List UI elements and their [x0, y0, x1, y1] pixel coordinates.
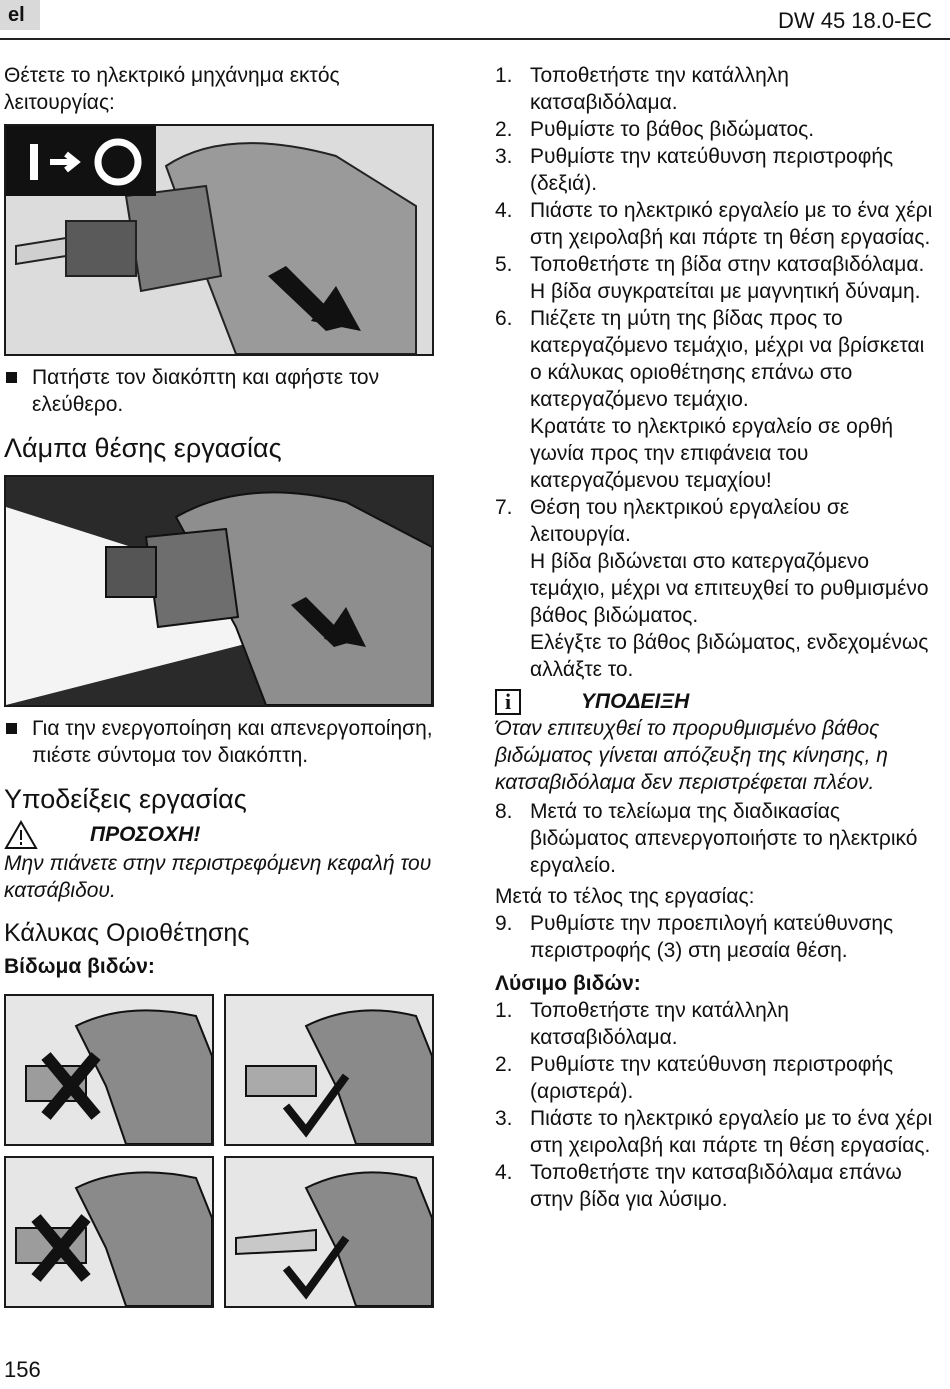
list-item: 2. Ρυθμίστε την κατεύθυνση περιστροφής (αριστερά).	[495, 1053, 894, 1103]
list-item: 2. Ρυθμίστε το βάθος βιδώματος.	[495, 118, 815, 141]
after-work-label: Μετά το τέλος της εργασίας:	[495, 885, 755, 908]
heading-loosening: Λύσιμο βιδών:	[495, 972, 641, 995]
info-icon: i	[495, 689, 521, 715]
figure-correct-grip-1	[224, 994, 434, 1146]
right-column	[495, 62, 935, 1213]
heading-work-lamp: Λάμπα θέσης εργασίας	[4, 433, 282, 463]
drill-illustration-1	[6, 126, 432, 354]
caution-text: Μην πιάνετε στην περιστρεφόμενη κεφαλή του κατσάβιδου.	[4, 852, 432, 902]
list-item: 3. Πιάστε το ηλεκτρικό εργαλείο με το ένα χέρι στη χειρολαβή και πάρτε τη θέση εργασίας.	[495, 1107, 933, 1157]
heading-depth-stop: Κάλυκας Οριοθέτησης	[4, 919, 250, 947]
figure-correct-grip-2	[224, 1156, 434, 1308]
page-number: 156	[4, 1357, 41, 1382]
model-number: DW 45 18.0-EC	[777, 8, 932, 33]
heading-work-tips: Υποδείξεις εργασίας	[4, 784, 247, 814]
figure-grip-grid	[4, 994, 444, 1308]
list-item: 3. Ρυθμίστε την κατεύθυνση περιστροφής (δεξιά).	[495, 145, 894, 195]
caution-row	[4, 820, 444, 850]
list-item: 7. Θέση του ηλεκτρικού εργαλείου σε λειτουργία. Η βίδα βιδώνεται στο κατεργαζόμενο τεμάχιο, μέχρι να επιτευχθεί το ρυθμισμένο βάθος βιδώματος. Ελέγξτε το βάθος βιδώματος, ενδεχομένως αλλάξτε το.	[495, 496, 929, 681]
figure-wrong-grip-1	[4, 994, 214, 1146]
switch-off-intro: Θέτετε το ηλεκτρικό μηχάνημα εκτός λειτουργίας:	[4, 64, 340, 114]
warning-triangle-icon	[4, 820, 38, 850]
header-rule	[0, 38, 950, 40]
list-item: 6. Πιέζετε τη μύτη της βίδας προς το κατεργαζόμενο τεμάχιο, μέχρι να βρίσκεται ο κάλυκας οριοθέτησης επάνω στο κατεργαζόμενο τεμάχιο. Κρατάτε το ηλεκτρικό εργαλείο σε ορθή γωνία προς την επιφάνεια του κατεργαζόμενου τεμαχίου!	[495, 307, 925, 492]
list-item: 4. Πιάστε το ηλεκτρικό εργαλείο με το ένα χέρι στη χειρολαβή και πάρτε τη θέση εργασίας.	[495, 199, 933, 249]
figure-switch-off	[4, 124, 434, 356]
figure-wrong-grip-2	[4, 1156, 214, 1308]
heading-screwing: Βίδωμα βιδών:	[4, 955, 155, 978]
step-9	[495, 910, 935, 964]
bullet-release-switch: Πατήστε τον διακόπτη και αφήστε τον ελεύθερο.	[4, 364, 444, 418]
figure-work-lamp	[4, 475, 434, 707]
step-8	[495, 798, 935, 879]
bullet-toggle-lamp: Για την ενεργοποίηση και απενεργοποίηση, πιέστε σύντομα τον διακόπτη.	[4, 715, 444, 769]
screwing-steps	[495, 62, 935, 683]
list-item: 1. Τοποθετήστε την κατάλληλη κατσαβιδόλαμα.	[495, 64, 789, 114]
drill-illustration-2	[6, 477, 432, 705]
power-off-symbol	[6, 126, 156, 196]
list-item: 5. Τοποθετήστε τη βίδα στην κατσαβιδόλαμα. Η βίδα συγκρατείται με μαγνητική δύναμη.	[495, 253, 925, 303]
left-column	[4, 62, 444, 1308]
loosening-steps	[495, 997, 935, 1213]
list-item: 9. Ρυθμίστε την προεπιλογή κατεύθυνσης περιστροφής (3) στη μεσαία θέση.	[495, 912, 894, 962]
caution-label: ΠΡΟΣΟΧΗ!	[90, 823, 201, 846]
list-item: 4. Τοποθετήστε την κατσαβιδόλαμα επάνω στην βίδα για λύσιμο.	[495, 1161, 902, 1211]
list-item: 8. Μετά το τελείωμα της διαδικασίας βιδώματος απενεργοποιήστε το ηλεκτρικό εργαλείο.	[495, 800, 918, 877]
list-item: 1. Τοποθετήστε την κατάλληλη κατσαβιδόλαμα.	[495, 999, 789, 1049]
language-badge: el	[0, 0, 40, 30]
note-row	[495, 689, 935, 715]
note-text: Όταν επιτευχθεί το προρυθμισμένο βάθος βιδώματος γίνεται απόζευξη της κίνησης, η κατσαβιδόλαμα δεν περιστρέφεται πλέον.	[495, 717, 888, 794]
note-label: ΥΠΟΔΕΙΞΗ	[581, 690, 690, 713]
